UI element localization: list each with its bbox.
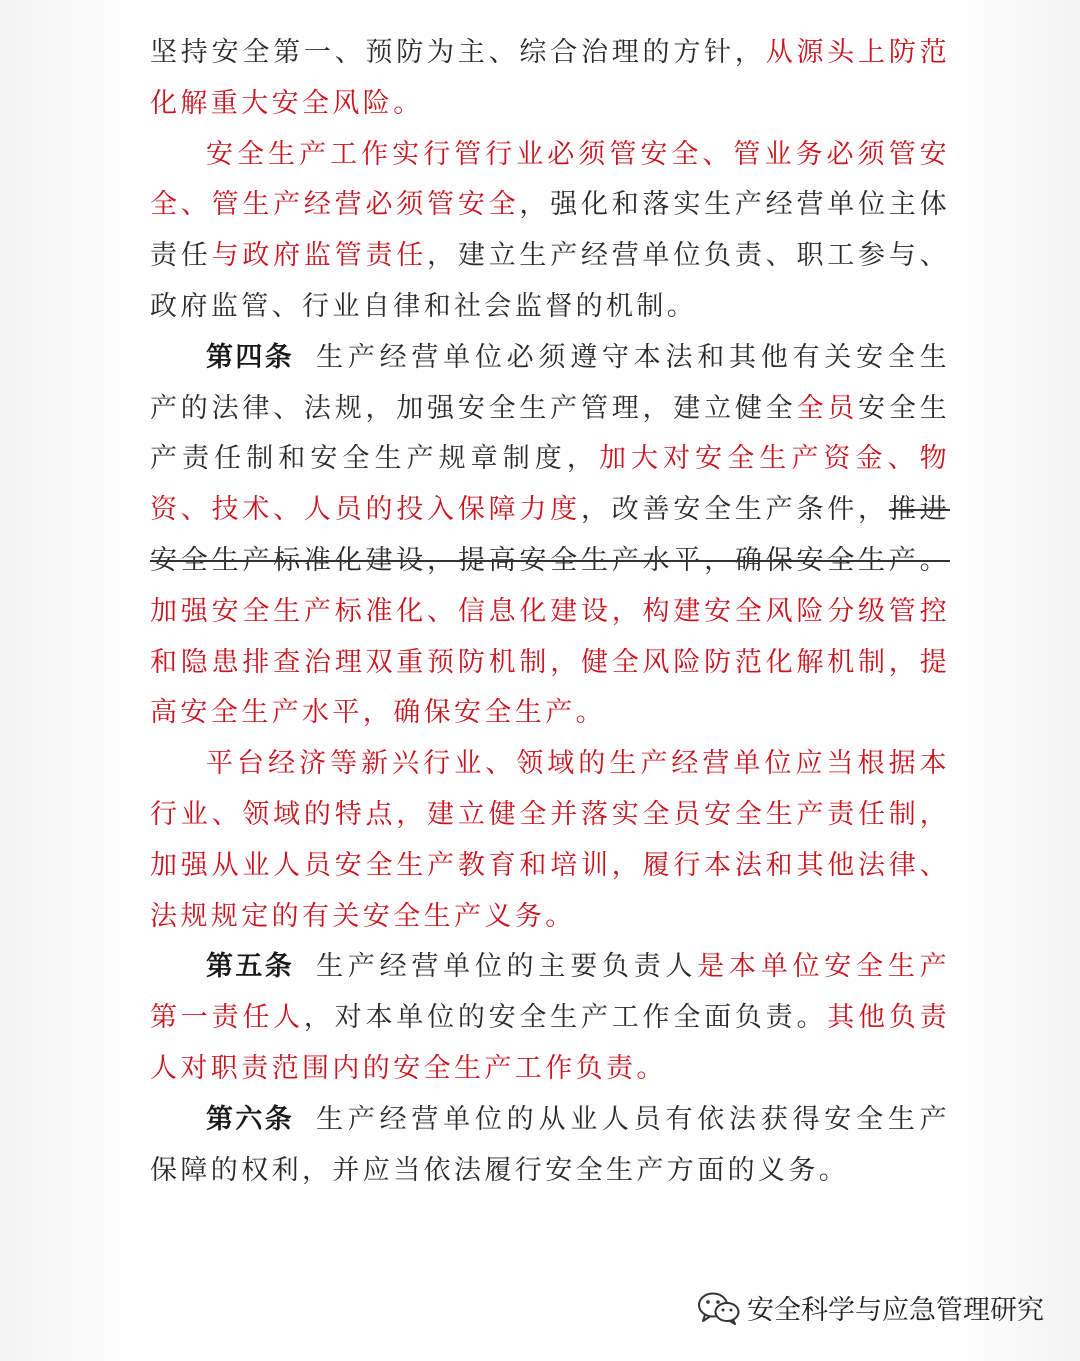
amended-text: 加大对安全生产资金、物资、技术、人员的投入保障力度 xyxy=(150,443,950,526)
amended-text: 平台经济等新兴行业、领域的生产经营单位应当根据本行业、领域的特点，建立健全并落实全员安全生产责任制，加强从业人员安全生产教育和培训，履行本法和其他法律、法规规定的有关安全生产义务。 xyxy=(150,748,950,932)
article-label: 第六条 xyxy=(206,1103,295,1135)
text-segment: 生产经营单位必须遵守本法和其他有关安全生产的法律、法规，加强安全生产管理，建立健全 xyxy=(150,341,951,424)
text-segment: 生产经营单位的主要负责人 xyxy=(316,951,698,983)
law-text xyxy=(150,28,950,1196)
text-segment: 安全生产责任制和安全生产规章制度， xyxy=(150,392,950,475)
paragraph-policy xyxy=(150,28,950,130)
article-5 xyxy=(150,942,950,1094)
wechat-icon xyxy=(697,1291,741,1325)
article-6 xyxy=(150,1095,950,1197)
amended-text: 加强安全生产标准化、信息化建设，构建安全风险分级管控和隐患排查治理双重预防机制，健全风险防范化解机制，提高安全生产水平，确保安全生产。 xyxy=(150,595,950,729)
text-segment: ，强化和落实生产经营单位主体责任 xyxy=(150,189,950,272)
text-segment: 生产经营单位的从业人员有依法获得安全生产保障的权利，并应当依法履行安全生产方面的义务。 xyxy=(150,1103,951,1186)
paragraph-platform-economy xyxy=(150,739,950,942)
amended-text: 其他负责人对职责范围内的安全生产工作负责。 xyxy=(150,1002,950,1084)
amended-text: 是本单位安全生产第一责任人 xyxy=(150,951,950,1034)
deleted-text: 推进安全生产标准化建设，提高安全生产水平，确保安全生产。 xyxy=(150,494,950,576)
amended-text: 与政府监管责任 xyxy=(211,240,428,272)
amended-text: 全员 xyxy=(796,392,859,424)
watermark-text: 安全科学与应急管理研究 xyxy=(747,1295,1044,1326)
article-label: 第五条 xyxy=(206,951,295,983)
article-4 xyxy=(150,333,950,739)
text-segment: ，建立生产经营单位负责、职工参与、政府监管、行业自律和社会监督的机制。 xyxy=(150,240,950,322)
text-segment: ，改善安全生产条件， xyxy=(580,494,889,526)
watermark xyxy=(697,1288,1044,1327)
text-segment: 坚持安全第一、预防为主、综合治理的方针， xyxy=(150,37,766,68)
amended-text: 从源头上防范化解重大安全风险。 xyxy=(150,37,951,119)
text-segment: ，对本单位的安全生产工作全面负责。 xyxy=(303,1002,828,1034)
article-label: 第四条 xyxy=(206,341,295,373)
paragraph-responsibility xyxy=(150,130,950,333)
amended-text: 安全生产工作实行管行业必须管安全、管业务必须管安全、管生产经营必须管安全 xyxy=(150,138,950,221)
